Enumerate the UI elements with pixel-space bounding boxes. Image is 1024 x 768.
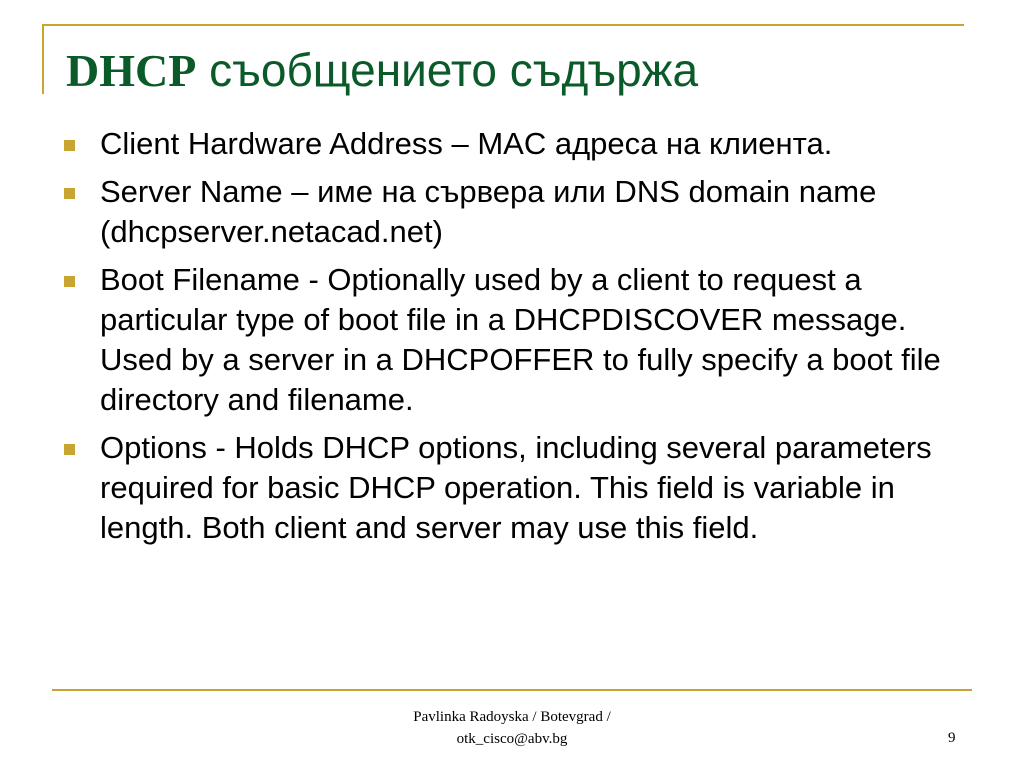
slide-title-bg: съобщението съдържа [209, 44, 699, 96]
square-bullet-icon [64, 188, 75, 199]
bullet-item-boot-filename [62, 260, 962, 420]
slide-title-en: DHCP [66, 45, 197, 96]
bullet-text: Boot Filename - Optionally used by a client to request a particular type of boot file in a DHCPDISCOVER message. Used by a server in a DHCPOFFER to fully specify a boot file directory and filename. [100, 262, 941, 417]
bullet-text: Options - Holds DHCP options, including several parameters required for basic DHCP operation. This field is variable in length. Both client and server may use this field. [100, 430, 932, 545]
bullet-text: Client Hardware Address – MAC адреса на клиента. [100, 126, 833, 161]
footer-email: otk_cisco@abv.bg [456, 731, 568, 747]
bottom-rule [52, 689, 972, 691]
page-number: 9 [948, 730, 956, 746]
square-bullet-icon [64, 444, 75, 455]
bullet-item-server-name [62, 172, 962, 252]
square-bullet-icon [64, 140, 75, 151]
bullet-item-client-hardware-address [62, 124, 962, 164]
bullet-text: Server Name – име на сървера или DNS domain name (dhcpserver.netacad.net) [100, 174, 877, 249]
left-rule [42, 24, 44, 94]
square-bullet-icon [64, 276, 75, 287]
bullet-list [62, 124, 962, 556]
top-rule [42, 24, 964, 26]
footer-author: Pavlinka Radoyska / Botevgrad / [413, 709, 611, 725]
footer [382, 706, 642, 750]
slide-title [66, 42, 698, 99]
bullet-item-options [62, 428, 962, 548]
